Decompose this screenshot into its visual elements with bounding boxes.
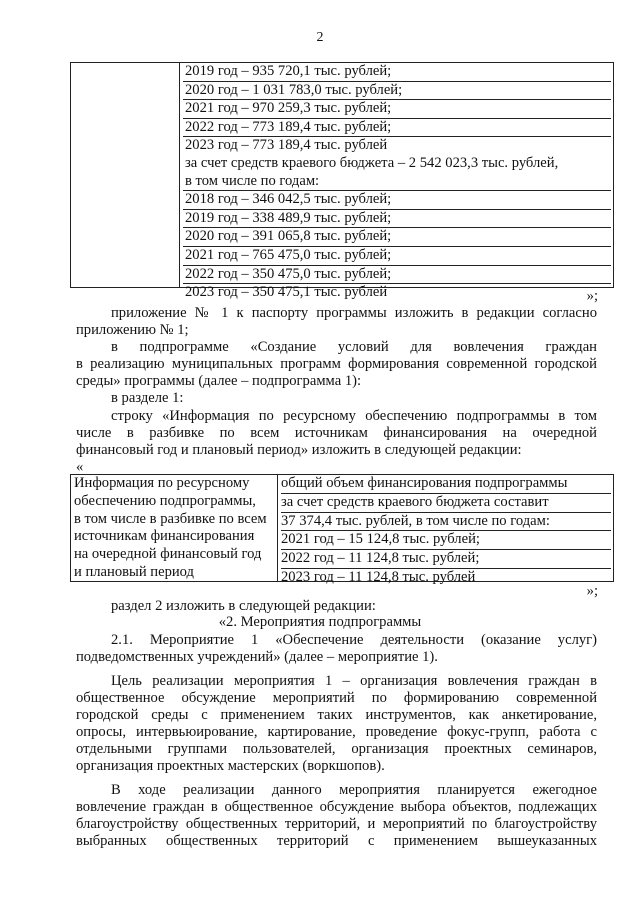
table-row: 2023 год – 11 124,8 тыс. рублей (281, 568, 476, 585)
table-row: за счет средств краевого бюджета – 2 542 023,3 тыс. рублей, (185, 154, 559, 171)
paragraph-line: 2.1. Мероприятие 1 «Обеспечение деятельности (оказание услуг) (111, 632, 597, 648)
table-divider (277, 475, 278, 581)
paragraph-line: городской среды с применением таких инструментов, как анкетирование, (76, 707, 597, 723)
paragraph-line: Цель реализации мероприятия 1 – организация вовлечения граждан в (111, 673, 597, 689)
paragraph-line: подведомственных учреждений» (далее – мероприятие 1). (76, 649, 438, 665)
paragraph-line: выбранных общественных территорий с применением вышеуказанных (76, 833, 597, 849)
table-right-cell (281, 475, 611, 587)
table-row: общий объем финансирования подпрограммы (281, 475, 611, 494)
paragraph-line: отдельными группами пользователей, организация проектных семинаров, (76, 741, 597, 757)
table-row: обеспечению подпрограммы, (74, 492, 256, 509)
closing-quote: »; (586, 288, 598, 304)
table-row: 2021 год – 970 259,3 тыс. рублей; (183, 100, 611, 119)
table-row: 2019 год – 338 489,9 тыс. рублей; (183, 210, 611, 229)
table-row: 2021 год – 15 124,8 тыс. рублей; (281, 531, 611, 550)
table-left-cell (74, 475, 274, 582)
table-row: 2023 год – 773 189,4 тыс. рублей (185, 137, 388, 154)
page-number: 2 (316, 30, 324, 45)
table-row: 2018 год – 346 042,5 тыс. рублей; (183, 191, 611, 210)
table-row: 2022 год – 350 475,0 тыс. рублей; (183, 266, 611, 285)
table-row: в том числе в разбивке по всем (74, 510, 267, 527)
paragraph-line: раздел 2 изложить в следующей редакции: (111, 598, 376, 614)
funding-table-continuation (70, 62, 614, 301)
paragraph-line: в подпрограмме «Создание условий для вовлечения граждан (111, 339, 597, 355)
table-divider (179, 63, 180, 287)
paragraph-line: приложение № 1 к паспорту программы изложить в редакции согласно (111, 305, 597, 321)
section-title: «2. Мероприятия подпрограммы (218, 614, 422, 630)
paragraph-line: вовлечение граждан в общественное обсуждение выбора объектов, подлежащих (76, 799, 597, 815)
table-row: за счет средств краевого бюджета составит (281, 494, 611, 513)
table-row: 2020 год – 391 065,8 тыс. рублей; (183, 228, 611, 247)
table-right-cell (183, 63, 611, 302)
table-row: 2020 год – 1 031 783,0 тыс. рублей; (183, 82, 611, 101)
paragraph-line: среды» программы (далее – подпрограмма 1): (76, 373, 362, 389)
paragraph-line: приложению № 1; (76, 322, 189, 338)
paragraph-line: опросы, интервьюирование, картирование, проведение фокус-групп, работа с (76, 724, 597, 740)
table-row: и плановый период (74, 563, 194, 580)
table-row: 2022 год – 773 189,4 тыс. рублей; (183, 119, 611, 138)
paragraph-line: в реализацию муниципальных программ формирования современной городской (76, 356, 597, 372)
table-row: источникам финансирования (74, 528, 255, 545)
table-row: Информация по ресурсному (74, 475, 250, 491)
table-row: 2022 год – 11 124,8 тыс. рублей; (281, 550, 611, 569)
paragraph-line: строку «Информация по ресурсному обеспечению подпрограммы в том (111, 408, 597, 424)
paragraph-line: организация проектных мастерских (воркшопов). (76, 758, 385, 774)
subprogram-funding-table (70, 474, 614, 585)
closing-quote: »; (586, 583, 598, 599)
paragraph-line: общественное обсуждение мероприятий по формированию современной (76, 690, 597, 706)
table-row: 2021 год – 765 475,0 тыс. рублей; (183, 247, 611, 266)
table-row: на очередной финансовый год (74, 546, 262, 563)
paragraph-line: В ходе реализации данного мероприятия планируется ежегодное (111, 782, 597, 798)
table-row: в том числе по годам: (183, 173, 611, 192)
opening-quote: « (76, 459, 84, 475)
paragraph-line: финансовый год и плановый период» изложить в следующей редакции: (76, 442, 522, 458)
paragraph-line: благоустройству общественных территорий, и мероприятий по благоустройству (76, 816, 597, 832)
paragraph-line: в разделе 1: (111, 390, 184, 406)
table-row: 2023 год – 350 475,1 тыс. рублей (185, 284, 388, 301)
table-row: 2019 год – 935 720,1 тыс. рублей; (183, 63, 611, 82)
paragraph-line: числе в разбивке по всем источникам финансирования на очередной (76, 425, 597, 441)
table-row: 37 374,4 тыс. рублей, в том числе по годам: (281, 513, 611, 532)
